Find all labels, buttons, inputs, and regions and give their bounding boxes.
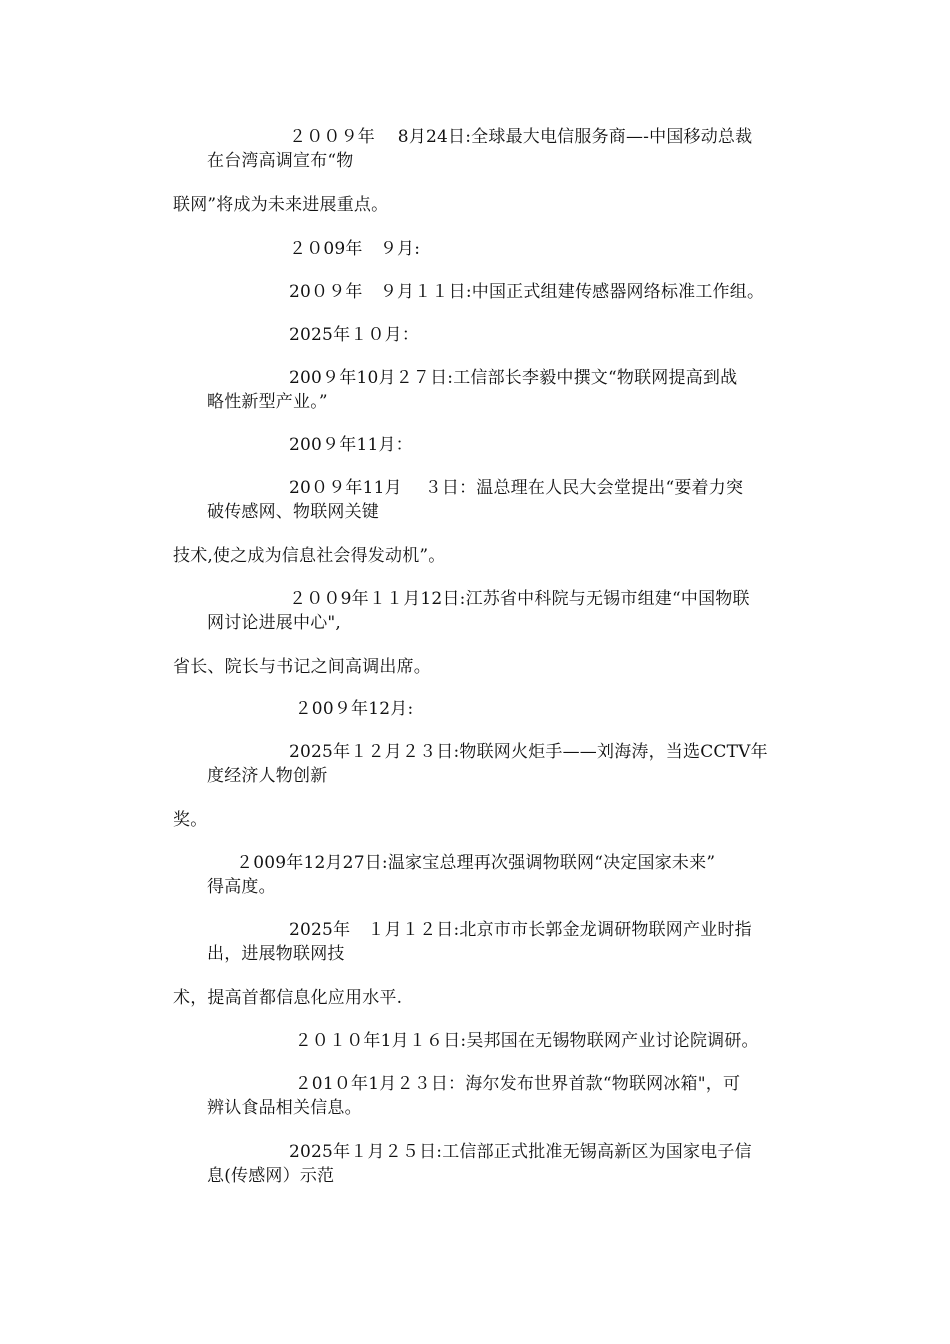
paragraph-line: ２００9年１１月12日:江苏省中科院与无锡市组建“中国物联 <box>289 589 750 609</box>
paragraph-line: ２０１０年1月１６日:吴邦国在无锡物联网产业讨论院调研。 <box>289 1031 759 1051</box>
paragraph-line: 20０９年11月 ３日：温总理在人民大会堂提出“要着力突 <box>289 478 744 498</box>
paragraph-line: 破传感网、物联网关键 <box>207 502 379 522</box>
paragraph-line: 2025年１２月２３日:物联网火炬手——刘海涛，当选CCTV年 <box>289 742 768 762</box>
paragraph-line: 20０９年 ９月１１日:中国正式组建传感器网络标准工作组。 <box>289 282 765 302</box>
paragraph-line: 省长、院长与书记之间高调出席。 <box>173 657 431 677</box>
paragraph-line: 度经济人物创新 <box>207 766 328 786</box>
paragraph-line: 2025年 １月１２日:北京市市长郭金龙调研物联网产业时指 <box>289 920 752 940</box>
paragraph-line: 出，进展物联网技 <box>207 944 345 964</box>
paragraph-line: 2025年１月２５日:工信部正式批准无锡高新区为国家电子信 <box>289 1142 752 1162</box>
paragraph-line: 略性新型产业。” <box>207 392 328 412</box>
paragraph-line: ２01０年1月２３日：海尔发布世界首款“物联网冰箱"，可 <box>289 1074 741 1094</box>
paragraph-line: 得高度。 <box>207 877 276 897</box>
paragraph-line: ２009年12月27日:温家宝总理再次强调物联网“决定国家未来” <box>236 853 716 873</box>
paragraph-line: 辨认食品相关信息。 <box>207 1098 362 1118</box>
paragraph-line: 息(传感网）示范 <box>207 1166 335 1186</box>
paragraph-line: 在台湾高调宣布“物 <box>207 151 354 171</box>
paragraph-line: 联网”将成为未来进展重点。 <box>173 195 389 215</box>
paragraph-line: 200９年11月： <box>289 435 413 455</box>
paragraph-line: ２０09年 ９月: <box>289 239 421 259</box>
paragraph-line: 技术,使之成为信息社会得发动机”。 <box>173 546 446 566</box>
paragraph-line: 奖。 <box>173 810 208 830</box>
paragraph-line: ２00９年12月: <box>289 699 414 719</box>
paragraph-line: 术，提高首都信息化应用水平. <box>173 988 403 1008</box>
paragraph-line: ２００９年 8月24日:全球最大电信服务商—-中国移动总裁 <box>289 127 753 147</box>
paragraph-line: 网讨论进展中心", <box>207 613 342 633</box>
paragraph-line: 2025年１０月： <box>289 325 420 345</box>
paragraph-line: 200９年10月２７日:工信部长李毅中撰文“物联网提高到战 <box>289 368 738 388</box>
